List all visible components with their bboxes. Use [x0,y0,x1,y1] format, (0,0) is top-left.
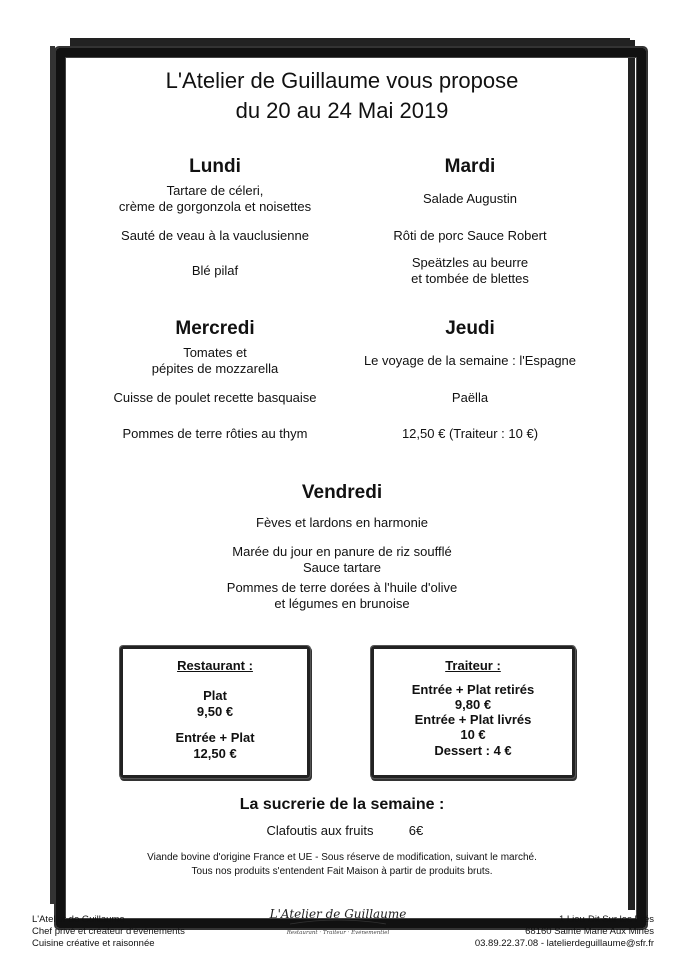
lundi-dish-3: Blé pilaf [191,263,239,278]
lundi-dish-1a: Tartare de céleri, [166,183,264,198]
lundi-dish-2: Sauté de veau à la vauclusienne [121,228,309,243]
traiteur-price-retires: 9,80 € [454,697,492,712]
day-jeudi-title: Jeudi [445,318,495,339]
jeudi-price: 12,50 € (Traiteur : 10 €) [401,426,539,441]
restaurant-heading: Restaurant : [177,658,253,673]
frame-left-edge [50,46,55,904]
vendredi-dish-2b: Sauce tartare [302,560,382,575]
vendredi-dish-3a: Pommes de terre dorées à l'huile d'olive [226,580,458,595]
mercredi-dish-1b: pépites de mozzarella [151,361,279,376]
menu-title-line2: du 20 au 24 Mai 2019 [235,98,449,123]
lundi-dish-1b: crème de gorgonzola et noisettes [118,199,312,214]
footer-left-chef: Chef privé et créateur d'événements [32,926,185,937]
note-origin: Viande bovine d'origine France et UE - Sous réserve de modification, suivant le marché. [147,852,537,863]
restaurant-line-plat: Plat [203,688,227,703]
restaurant-price-entree-plat: 12,50 € [193,746,237,761]
footer-left-cuisine: Cuisine créative et raisonnée [32,938,155,949]
day-vendredi-title: Vendredi [301,482,383,503]
traiteur-price-livres: 10 € [460,727,486,742]
restaurant-line-entree-plat: Entrée + Plat [175,730,255,745]
day-mercredi-title: Mercredi [175,318,255,339]
traiteur-dessert: Dessert : 4 € [434,743,512,758]
traiteur-heading: Traiteur : [445,658,501,673]
menu-title-line1: L'Atelier de Guillaume vous propose [165,68,519,93]
footer-left-name: L'Atelier de Guillaume [32,914,125,925]
footer-right-city: 68160 Sainte Marie Aux Mines [525,926,654,937]
mercredi-dish-2: Cuisse de poulet recette basquaise [113,390,317,405]
jeudi-dish-1: Le voyage de la semaine : l'Espagne [363,353,577,368]
day-mardi-title: Mardi [444,156,496,177]
sucrerie-heading: La sucrerie de la semaine : [239,796,445,813]
mardi-dish-1: Salade Augustin [423,191,517,206]
logo-sub-text: Restaurant · Traiteur · Événementiel [286,930,390,936]
vendredi-dish-3b: et légumes en brunoise [274,596,410,611]
atelier-logo-graphic [269,898,407,940]
frame-top-edge [70,38,630,46]
mardi-dish-2: Rôti de porc Sauce Robert [393,228,547,243]
mardi-dish-3a: Speätzles au beurre [411,255,529,270]
sucrerie-item: Clafoutis aux fruits [266,823,374,838]
vendredi-dish-2a: Marée du jour en panure de riz soufflé [232,544,452,559]
vendredi-dish-1: Fèves et lardons en harmonie [256,515,428,530]
footer-right-address: 1 Lieu-Dit Sur les Prés [558,914,654,925]
jeudi-dish-2: Paëlla [451,390,489,405]
day-lundi-title: Lundi [189,156,241,177]
mardi-dish-3b: et tombée de blettes [411,271,529,286]
traiteur-line-livres: Entrée + Plat livrés [414,712,532,727]
logo-name-text: L'Atelier de Guillaume [269,907,407,921]
traiteur-line-retires: Entrée + Plat retirés [411,682,535,697]
sucrerie-price: 6€ [408,823,424,838]
footer-right-contact: 03.89.22.37.08 - latelierdeguillaume@sfr.fr [474,938,654,949]
mercredi-dish-3: Pommes de terre rôties au thym [122,426,308,441]
atelier-logo [269,898,407,940]
restaurant-price-plat: 9,50 € [196,704,234,719]
note-fait-maison: Tous nos produits s'entendent Fait Maison à partir de produits bruts. [191,866,493,877]
mercredi-dish-1a: Tomates et [183,345,247,360]
